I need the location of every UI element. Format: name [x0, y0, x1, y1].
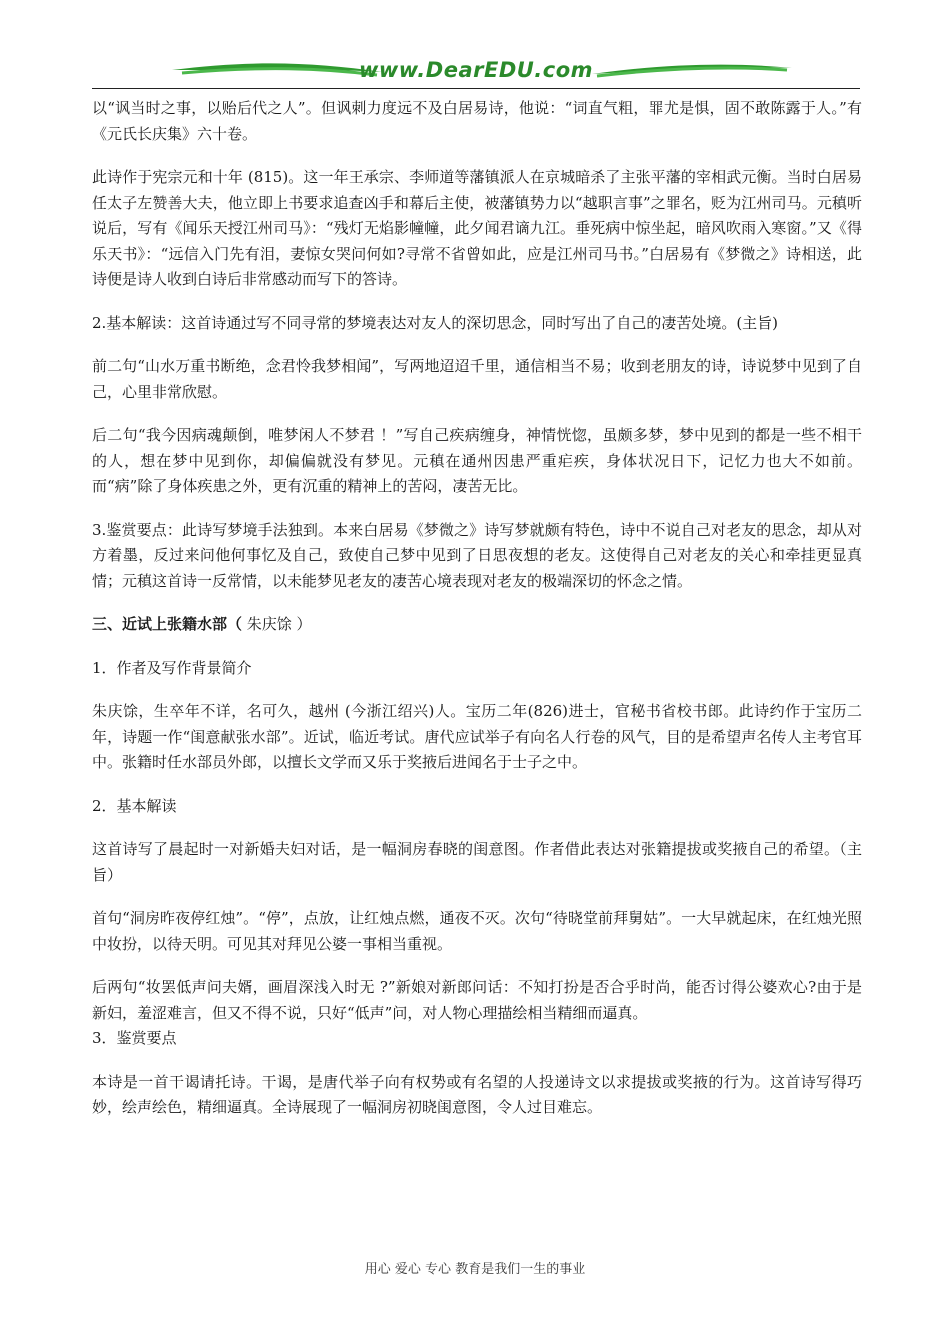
section-heading — [92, 612, 862, 638]
paragraph: 这首诗写了晨起时一对新婚夫妇对话，是一幅洞房春晓的闺意图。作者借此表达对张籍提拔或奖掖自己的希望。（主旨） — [92, 840, 862, 884]
paragraph: 朱庆馀，生卒年不详，名可久，越州 (今浙江绍兴)人。宝历二年(826)进士，官秘书省校书郎。此诗约作于宝历二年，诗题一作“闺意献张水部”。近试，临近考试。唐代应试举子有向名人行卷的风气，目的是希望声名传人主考官耳中。张籍时任水部员外郎，以擅长文学而又乐于奖掖后进闻名于士子之中。 — [92, 702, 862, 771]
header-rule — [92, 88, 860, 89]
paragraph: 2.基本解读：这首诗通过写不同寻常的梦境表达对友人的深切思念，同时写出了自己的凄苦处境。(主旨) — [92, 313, 779, 332]
site-logo-text[interactable]: www.DearEDU.com — [358, 58, 594, 82]
paragraph: 此诗作于宪宗元和十年 (815)。这一年王承宗、李师道等藩镇派人在京城暗杀了主张平藩的宰相武元衡。当时白居易任太子左赞善大夫，他立即上书要求追查凶手和幕后主使，被藩镇势力以“越职言事”之罪名，贬为江州司马。元稹听说后，写有《闻乐天授江州司马》：“残灯无焰影幢幢，此夕闻君谪九江。垂死病中惊坐起，暗风吹雨入寒窗。”又《得乐天书》：“远信入门先有泪，妻惊女哭问何如?寻常不省曾如此，应是江州司马书。”白居易有《梦微之》诗相送，此诗便是诗人收到白诗后非常感动而写下的答诗。 — [92, 168, 862, 288]
site-header — [92, 56, 860, 92]
paragraph: 本诗是一首干谒请托诗。干谒，是唐代举子向有权势或有名望的人投递诗文以求提拔或奖掖的行为。这首诗写得巧妙，绘声绘色，精细逼真。全诗展现了一幅洞房初晓闺意图，令人过目难忘。 — [92, 1072, 862, 1116]
subheading: 2．基本解读 — [92, 796, 177, 815]
document-body — [92, 96, 862, 1139]
section-author: 朱庆馀 ） — [242, 615, 312, 633]
paragraph: 后两句“妆罢低声问夫婿，画眉深浅入时无 ?”新娘对新郎问话：不知打扮是否合乎时尚，能否讨得公婆欢心?由于是新妇，羞涩难言，但又不得不说，只好“低声”问，对人物心理描绘相当精细而逼真。 — [92, 978, 862, 1022]
paragraph: 首句“洞房昨夜停红烛”。“停”，点放，让红烛点燃，通夜不灭。次句“待晓堂前拜舅姑”。一大早就起床，在红烛光照中妆扮，以待天明。可见其对拜见公婆一事相当重视。 — [92, 909, 862, 953]
subheading: 3．鉴赏要点 — [92, 1029, 177, 1047]
paragraph: 前二句“山水万重书断绝，念君怜我梦相闻”，写两地迢迢千里，通信相当不易；收到老朋友的诗，诗说梦中见到了自己，心里非常欣慰。 — [92, 357, 862, 401]
page-footer: 用心 爱心 专心 教育是我们一生的事业 — [364, 1262, 586, 1277]
paragraph: 后二句“我今因病魂颠倒，唯梦闲人不梦君 ！”写自己疾病缠身，神情恍惚，虽颇多梦，梦中见到的都是一些不相干的人，想在梦中见到你，却偏偏就没有梦见。元稹在通州因患严重疟疾，身体状况日下，记忆力也大不如前。而“病”除了身体疾患之外，更有沉重的精神上的苦闷，凄苦无比。 — [92, 426, 862, 495]
paragraph: 以“讽当时之事，以贻后代之人”。但讽刺力度远不及白居易诗，他说：“词直气粗，罪尤是惧，固不敢陈露于人。”有《元氏长庆集》六十卷。 — [92, 99, 862, 143]
subheading: 1．作者及写作背景简介 — [92, 658, 252, 677]
paragraph: 3.鉴赏要点：此诗写梦境手法独到。本来白居易《梦微之》诗写梦就颇有特色，诗中不说自己对老友的思念，却从对方着墨，反过来问他何事忆及自己，致使自己梦中见到了日思夜想的老友。这使得自己对老友的关心和牵挂更显真情；元稹这首诗一反常情，以未能梦见老友的凄苦心境表现对老友的极端深切的怀念之情。 — [92, 520, 862, 590]
section-title: 三、近试上张籍水部（ — [92, 615, 243, 633]
